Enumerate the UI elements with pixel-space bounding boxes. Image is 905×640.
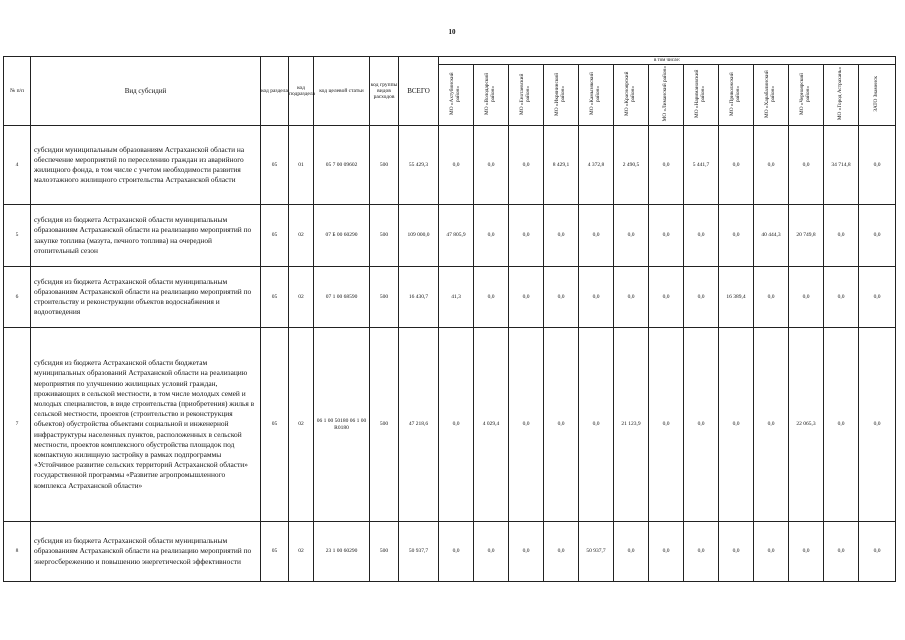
mo-value: 0,0 xyxy=(824,205,859,267)
expense-group-code: 500 xyxy=(370,205,399,267)
mo-value: 0,0 xyxy=(439,126,474,205)
row-total: 16 430,7 xyxy=(399,267,439,328)
subsection-code: 02 xyxy=(289,522,314,582)
mo-value: 0,0 xyxy=(509,522,544,582)
mo-value: 0,0 xyxy=(579,205,614,267)
table-row xyxy=(4,126,896,205)
mo-value: 0,0 xyxy=(544,267,579,328)
table-row xyxy=(4,328,896,522)
header-mo-4 xyxy=(579,65,614,126)
mo-value: 0,0 xyxy=(789,522,824,582)
row-total: 109 000,0 xyxy=(399,205,439,267)
mo-value: 0,0 xyxy=(859,126,896,205)
header-mo-9 xyxy=(754,65,789,126)
mo-value: 0,0 xyxy=(509,205,544,267)
mo-value: 0,0 xyxy=(684,328,719,522)
mo-value: 0,0 xyxy=(649,126,684,205)
header-mo-3 xyxy=(544,65,579,126)
mo-value: 0,0 xyxy=(719,205,754,267)
header-mo-label: МО «Камызякский район» xyxy=(589,72,601,116)
section-code: 05 xyxy=(261,522,289,582)
mo-value: 0,0 xyxy=(544,522,579,582)
mo-value: 0,0 xyxy=(439,328,474,522)
mo-value: 16 389,4 xyxy=(719,267,754,328)
subsidy-description: субсидия из бюджета Астраханской области муниципальным образованиям Астраханской области на реализацию мероприятий по строительству и реконструкции объектов водоснабжения и водоотведения xyxy=(31,267,261,328)
table-body xyxy=(4,126,896,582)
mo-value: 0,0 xyxy=(474,205,509,267)
header-mo-1 xyxy=(474,65,509,126)
header-subsection: код подраздела xyxy=(289,57,314,126)
mo-value: 22 065,3 xyxy=(789,328,824,522)
subsidy-table xyxy=(3,56,896,582)
subsection-code: 02 xyxy=(289,328,314,522)
header-mo-label: МО «Харабалинский район» xyxy=(764,70,776,118)
mo-value: 0,0 xyxy=(859,328,896,522)
header-mo-label: МО «Ахтубинский район» xyxy=(449,72,461,116)
page-number: 10 xyxy=(448,28,456,36)
table-row xyxy=(4,267,896,328)
subsection-code: 02 xyxy=(289,205,314,267)
mo-value: 4 029,4 xyxy=(474,328,509,522)
mo-value: 8 429,1 xyxy=(544,126,579,205)
header-mo-label: МО «Город Астрахань» xyxy=(837,67,844,121)
mo-value: 0,0 xyxy=(509,126,544,205)
subsidy-description: субсидия из бюджета Астраханской области бюджетам муниципальных образований Астраханской области на реализацию мероприятия по улучшению жилищных условий граждан, проживающих в сельской местности, в том числе молодых семей и молодых специалистов, в виде строительства (приобретения) жилья в сельской местности, проектов (строительство и реконструкция объектов) обустройства объектами социальной и инженерной инфраструктуры населенных пунктов, расположенных в сельской местности, проектов комплексного обустройства площадок под компактную жилищную застройку в рамках подпрограммы «Устойчивое развитие сельских территорий Астраханской области» государственной программы «Развитие агропромышленного комплекса Астраханской области» xyxy=(31,328,261,522)
mo-value: 34 714,8 xyxy=(824,126,859,205)
row-total: 50 937,7 xyxy=(399,522,439,582)
target-code: 05 7 00 09602 xyxy=(314,126,370,205)
mo-value: 0,0 xyxy=(544,328,579,522)
header-row-top xyxy=(4,57,896,65)
header-target: код целевой статьи xyxy=(314,57,370,126)
header-mo-label: МО «Лиманский район» xyxy=(662,66,669,122)
header-mo-label: МО «Енотаевский район» xyxy=(519,73,531,115)
mo-value: 0,0 xyxy=(614,205,649,267)
mo-value: 0,0 xyxy=(824,267,859,328)
header-mo-label: МО «Приволжский район» xyxy=(729,72,741,116)
header-mo-6 xyxy=(649,65,684,126)
mo-value: 0,0 xyxy=(754,522,789,582)
mo-value: 0,0 xyxy=(579,328,614,522)
header-mo-12 xyxy=(859,65,896,126)
header-mo-label: МО «Наримановский район» xyxy=(694,69,706,119)
mo-value: 0,0 xyxy=(474,126,509,205)
subsidy-description: субсидии муниципальным образованиям Астраханской области на обеспечение мероприятий по переселению граждан из аварийного жилищного фонда, в том числе с учетом необходимости развития малоэтажного жилищного строительства Астраханской области xyxy=(31,126,261,205)
header-mo-2 xyxy=(509,65,544,126)
mo-value: 0,0 xyxy=(649,328,684,522)
expense-group-code: 500 xyxy=(370,126,399,205)
mo-value: 0,0 xyxy=(684,205,719,267)
target-code: 06 1 00 50180 06 1 00 R0180 xyxy=(314,328,370,522)
mo-value: 0,0 xyxy=(719,126,754,205)
header-expense-group: код группы видов расходов xyxy=(370,57,399,126)
header-section: код раздела xyxy=(261,57,289,126)
mo-value: 0,0 xyxy=(439,522,474,582)
row-total: 55 429,3 xyxy=(399,126,439,205)
mo-value: 0,0 xyxy=(719,328,754,522)
header-mo-label: МО «Икрянинский район» xyxy=(554,72,566,116)
mo-value: 0,0 xyxy=(754,267,789,328)
section-code: 05 xyxy=(261,205,289,267)
mo-value: 0,0 xyxy=(509,267,544,328)
mo-value: 0,0 xyxy=(684,522,719,582)
mo-value: 4 372,8 xyxy=(579,126,614,205)
expense-group-code: 500 xyxy=(370,328,399,522)
subsidy-description: субсидия из бюджета Астраханской области муниципальным образованиям Астраханской области на реализацию мероприятий по энергосбережению и повышению энергетической эффективности xyxy=(31,522,261,582)
subsection-code: 01 xyxy=(289,126,314,205)
row-number: 7 xyxy=(4,328,31,522)
mo-value: 0,0 xyxy=(474,267,509,328)
header-mo-5 xyxy=(614,65,649,126)
section-code: 05 xyxy=(261,328,289,522)
mo-value: 0,0 xyxy=(649,267,684,328)
expense-group-code: 500 xyxy=(370,522,399,582)
expense-group-code: 500 xyxy=(370,267,399,328)
mo-value: 41,3 xyxy=(439,267,474,328)
mo-value: 40 444,3 xyxy=(754,205,789,267)
target-code: 07 1 00 68590 xyxy=(314,267,370,328)
header-mo-label: МО «Красноярский район» xyxy=(624,71,636,117)
row-number: 4 xyxy=(4,126,31,205)
mo-value: 0,0 xyxy=(649,522,684,582)
header-row-num: № п/п xyxy=(4,57,31,126)
mo-value: 47 805,9 xyxy=(439,205,474,267)
header-mo-label: МО «Володарский район» xyxy=(484,72,496,115)
mo-value: 0,0 xyxy=(859,205,896,267)
header-total: ВСЕГО xyxy=(399,57,439,126)
header-mo-label: ЗАТО Знаменск xyxy=(873,76,880,112)
subsidy-description: субсидия из бюджета Астраханской области муниципальным образованиям Астраханской области на реализацию мероприятий по закупке топлива (мазута, печного топлива) на очередной отопительный сезон xyxy=(31,205,261,267)
mo-value: 0,0 xyxy=(614,522,649,582)
mo-value: 0,0 xyxy=(754,126,789,205)
header-mo-7 xyxy=(684,65,719,126)
mo-value: 0,0 xyxy=(719,522,754,582)
row-number: 5 xyxy=(4,205,31,267)
table-row xyxy=(4,205,896,267)
row-total: 47 218,6 xyxy=(399,328,439,522)
header-mo-11 xyxy=(824,65,859,126)
target-code: 07 Б 00 60290 xyxy=(314,205,370,267)
row-number: 6 xyxy=(4,267,31,328)
mo-value: 0,0 xyxy=(824,328,859,522)
header-mo-0 xyxy=(439,65,474,126)
section-code: 05 xyxy=(261,126,289,205)
mo-value: 50 937,7 xyxy=(579,522,614,582)
header-mo-label: МО «Черноярский район» xyxy=(799,72,811,115)
subsection-code: 02 xyxy=(289,267,314,328)
mo-value: 0,0 xyxy=(859,522,896,582)
mo-value: 20 749,8 xyxy=(789,205,824,267)
target-code: 23 1 00 60290 xyxy=(314,522,370,582)
mo-value: 2 490,5 xyxy=(614,126,649,205)
mo-value: 0,0 xyxy=(579,267,614,328)
mo-value: 0,0 xyxy=(754,328,789,522)
table-row xyxy=(4,522,896,582)
mo-value: 0,0 xyxy=(614,267,649,328)
mo-value: 0,0 xyxy=(684,267,719,328)
mo-value: 5 441,7 xyxy=(684,126,719,205)
mo-value: 0,0 xyxy=(859,267,896,328)
mo-value: 0,0 xyxy=(789,126,824,205)
mo-value: 0,0 xyxy=(544,205,579,267)
mo-value: 0,0 xyxy=(474,522,509,582)
section-code: 05 xyxy=(261,267,289,328)
row-number: 8 xyxy=(4,522,31,582)
mo-value: 0,0 xyxy=(649,205,684,267)
mo-value: 0,0 xyxy=(824,522,859,582)
header-name: Вид субсидий xyxy=(31,57,261,126)
mo-value: 0,0 xyxy=(509,328,544,522)
mo-value: 0,0 xyxy=(789,267,824,328)
header-mo-10 xyxy=(789,65,824,126)
mo-value: 21 123,9 xyxy=(614,328,649,522)
header-including: в том числе: xyxy=(439,57,896,65)
header-mo-8 xyxy=(719,65,754,126)
